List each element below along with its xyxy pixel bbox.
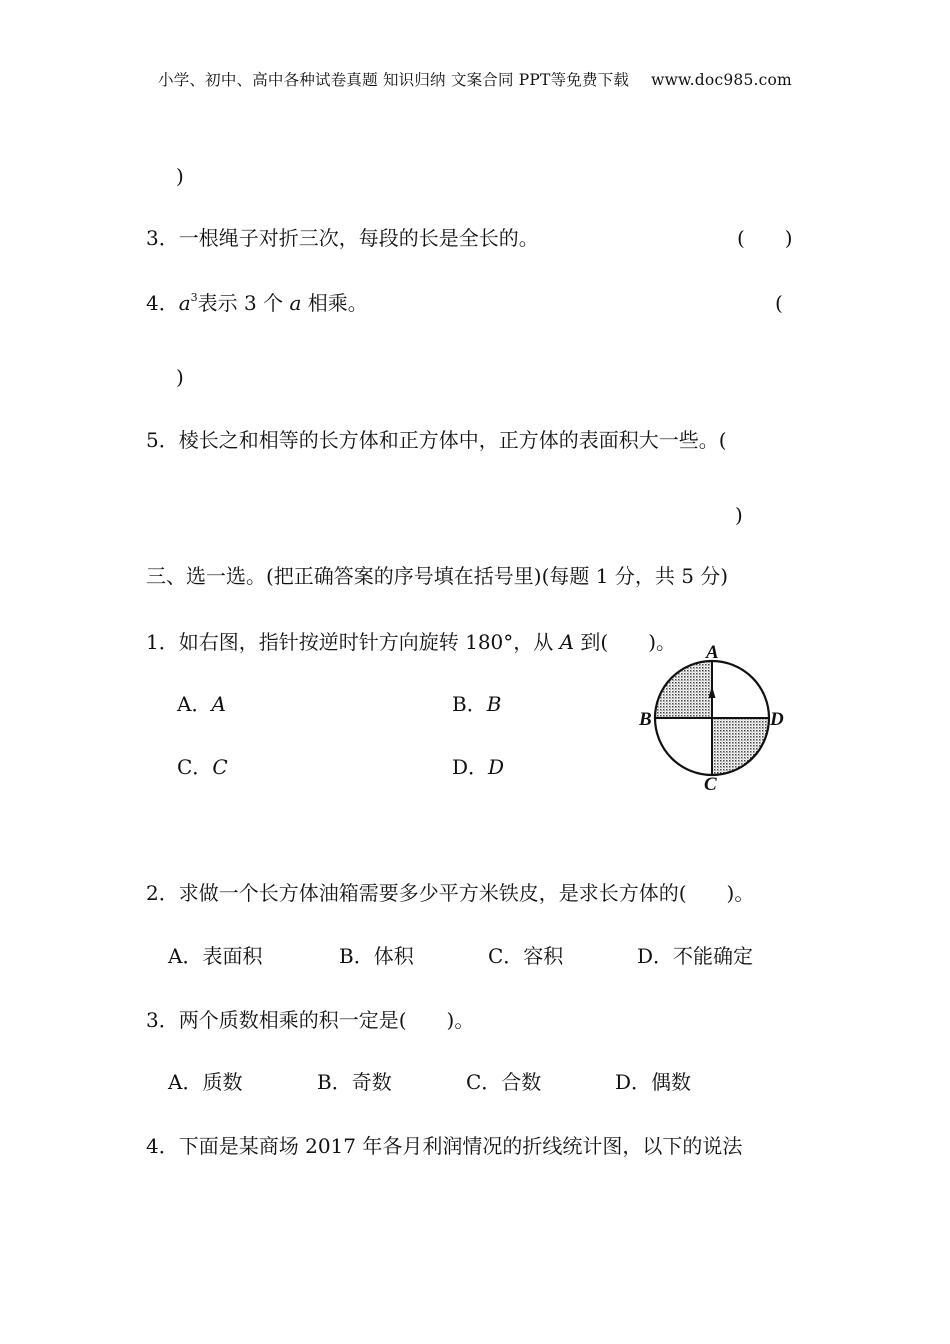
option-label: B．: [452, 692, 487, 716]
option-a[interactable]: A．质数: [168, 1070, 243, 1094]
question-text: 一根绳子对折三次，每段的长是全长的。: [178, 226, 539, 250]
question-number: 1．: [146, 630, 179, 654]
judge-question-3: [146, 226, 539, 250]
question-text: 两个质数相乘的积一定是( )。: [178, 1008, 475, 1032]
page-header: [0, 68, 950, 90]
option-label: C．: [177, 755, 213, 779]
question-text: 下面是某商场 2017 年各月利润情况的折线统计图，以下的说法: [178, 1134, 743, 1158]
question-text: 表示 3 个: [197, 291, 290, 315]
answer-paren[interactable]: ( ): [737, 226, 793, 250]
header-url: www.doc985.com: [651, 71, 792, 89]
option-b[interactable]: B．体积: [339, 944, 414, 968]
question-text: 到( )。: [574, 630, 677, 654]
question-number: 5．: [146, 428, 179, 452]
label-bottom: C: [704, 774, 717, 795]
option-b[interactable]: [452, 692, 501, 716]
variable-A: A: [559, 630, 575, 654]
answer-paren-close: ): [176, 365, 184, 389]
question-number: 4．: [146, 1134, 179, 1158]
option-c[interactable]: C．容积: [488, 944, 564, 968]
question-text: 如右图，指针按逆时针方向旋转 180°，从: [178, 630, 560, 654]
option-c[interactable]: C．合数: [466, 1070, 542, 1094]
option-c[interactable]: [177, 755, 228, 779]
question-number: 3．: [146, 1008, 179, 1032]
variable-a: a: [178, 291, 191, 315]
choice-question-1: [146, 630, 676, 654]
option-label: D．: [452, 755, 489, 779]
option-d[interactable]: D．偶数: [615, 1070, 692, 1094]
choice-question-4: [146, 1134, 742, 1158]
question-number: 2．: [146, 881, 179, 905]
exponent: 3: [190, 291, 198, 304]
label-top: A: [706, 642, 719, 663]
judge-question-4: [146, 291, 368, 315]
option-d[interactable]: D．不能确定: [637, 944, 754, 968]
question-number: 3．: [146, 226, 179, 250]
choice-question-2: [146, 881, 754, 905]
question-text: 求做一个长方体油箱需要多少平方米铁皮，是求长方体的( )。: [178, 881, 755, 905]
dial-figure: [630, 640, 800, 800]
question-text: 棱长之和相等的长方体和正方体中，正方体的表面积大一些。(: [178, 428, 727, 452]
option-value: C: [212, 755, 228, 779]
option-a[interactable]: [177, 692, 226, 716]
option-value: A: [211, 692, 226, 716]
judge-question-5: [146, 428, 727, 452]
question-number: 4．: [146, 291, 179, 315]
answer-paren-open[interactable]: (: [775, 291, 783, 315]
prev-question-close-paren: ): [176, 164, 184, 188]
option-a[interactable]: A．表面积: [168, 944, 263, 968]
option-d[interactable]: [452, 755, 504, 779]
variable-a: a: [289, 291, 302, 315]
option-value: B: [486, 692, 502, 716]
section-title: 三、选一选。(把正确答案的序号填在括号里)(每题 1 分，共 5 分): [146, 564, 729, 588]
label-right: D: [770, 709, 784, 730]
choice-question-3: [146, 1008, 474, 1032]
answer-paren-close: ): [735, 503, 743, 527]
question-text: 相乘。: [301, 291, 368, 315]
header-text: 小学、初中、高中各种试卷真题 知识归纳 文案合同 PPT等免费下载: [158, 71, 630, 89]
label-left: B: [639, 709, 652, 730]
option-label: A．: [177, 692, 212, 716]
option-b[interactable]: B．奇数: [317, 1070, 392, 1094]
option-value: D: [488, 755, 505, 779]
